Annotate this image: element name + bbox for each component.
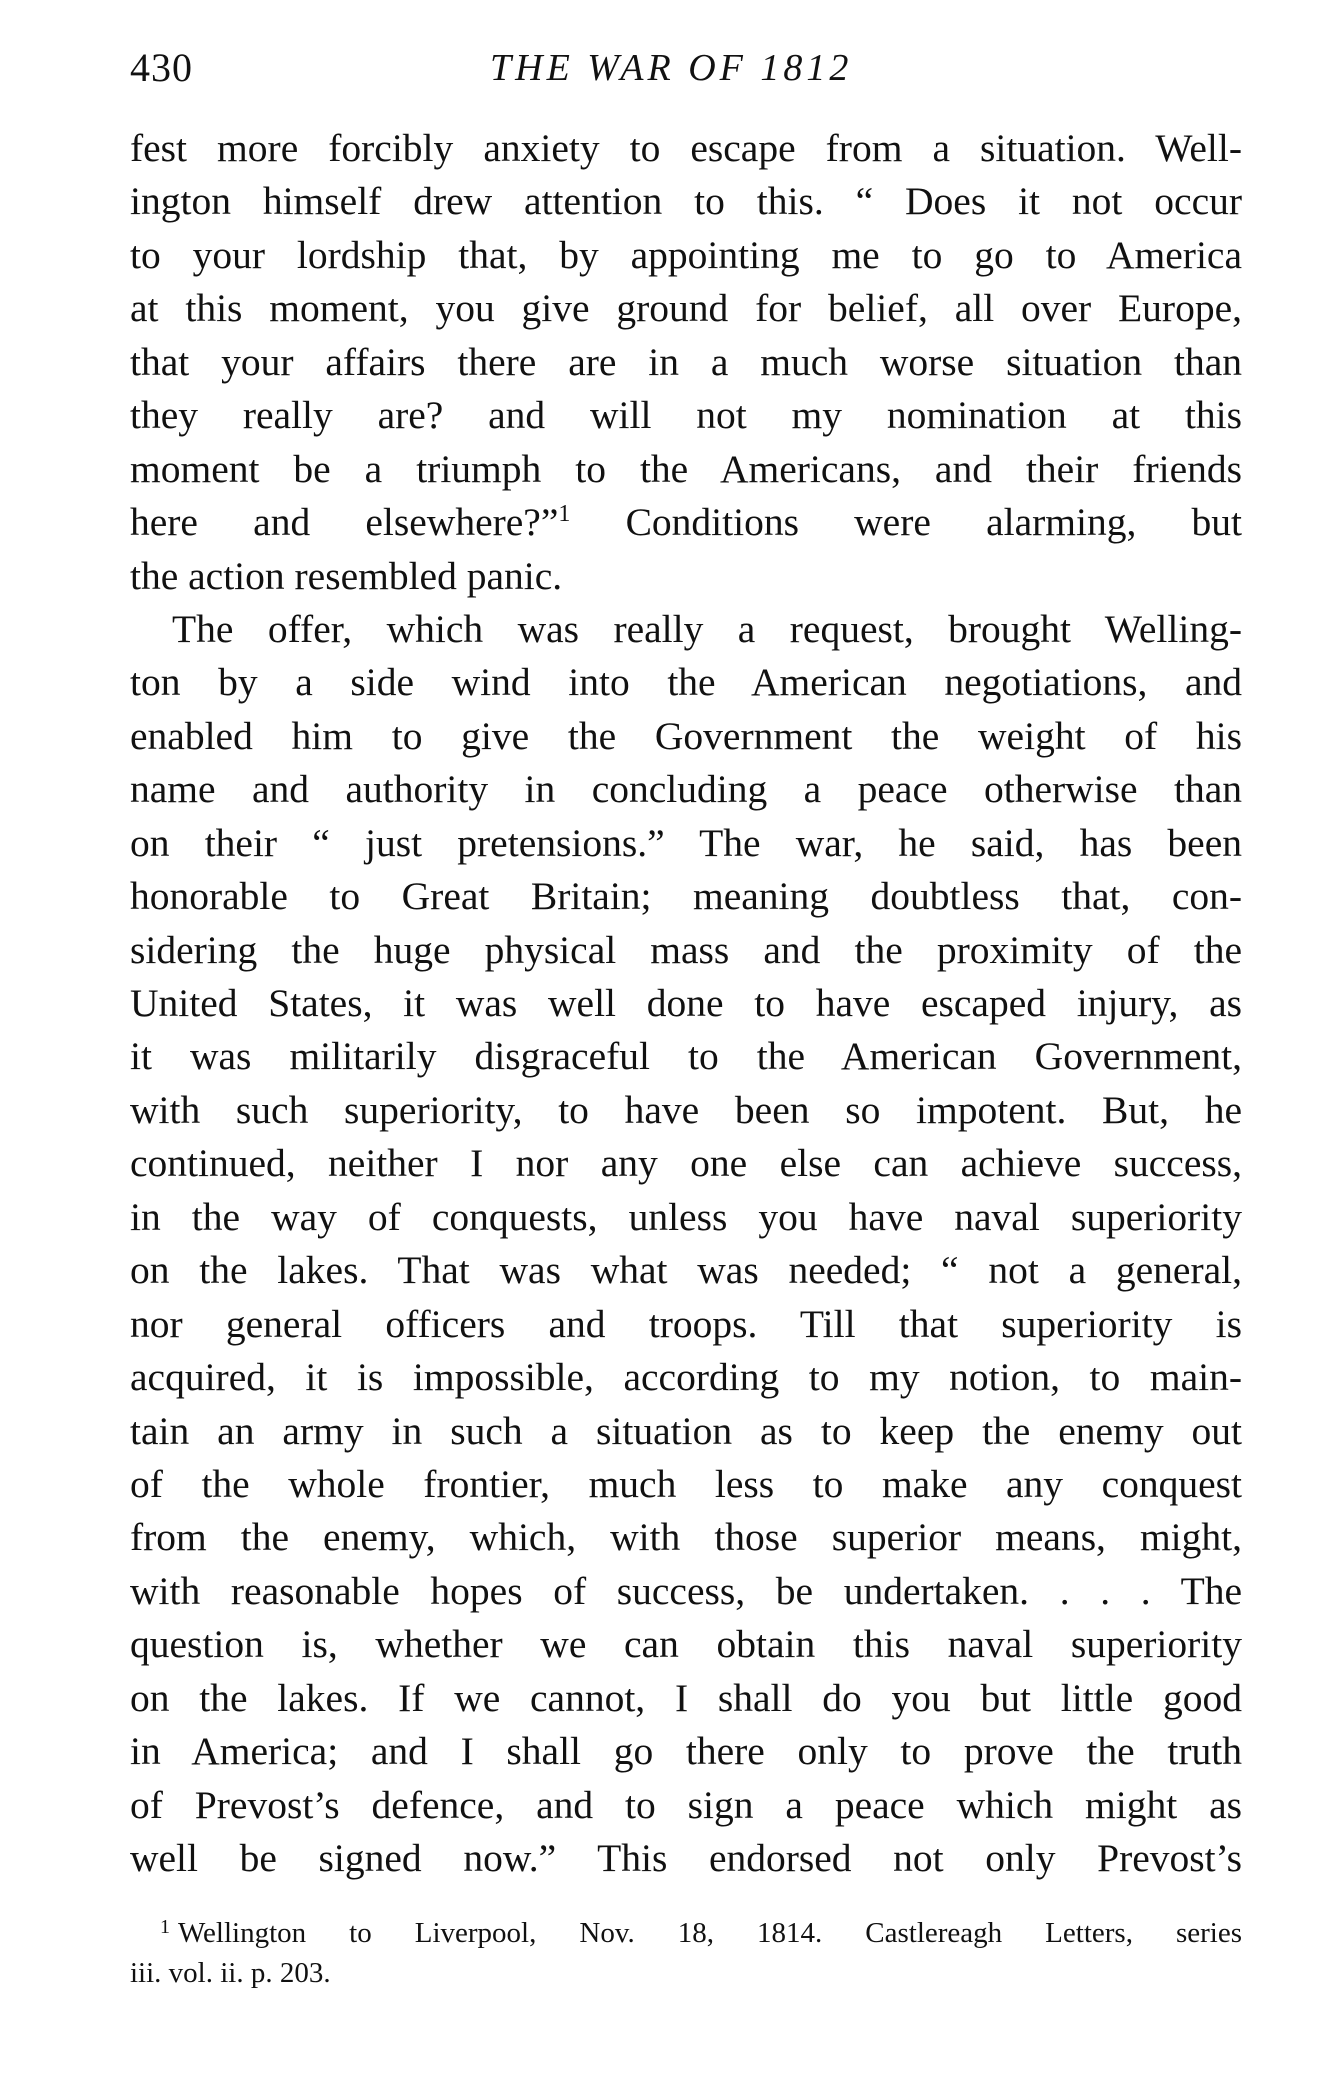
text-line: ington himself drew attention to this. “ Does it not occur [130, 179, 1242, 224]
text-line: the action resembled panic. [130, 553, 563, 598]
text-segment: here and elsewhere?” [130, 500, 559, 545]
text-line: The offer, which was really a request, brought Welling- [172, 606, 1242, 651]
paragraph-1 [130, 122, 1242, 603]
footnote-text: Wellington to Liverpool, Nov. 18, 1814. Castlereagh Letters, series [178, 1917, 1242, 1949]
text-line: tain an army in such a situation as to keep the enemy out [130, 1408, 1242, 1453]
text-line: in the way of conquests, unless you have naval superiority [130, 1194, 1242, 1239]
text-line: at this moment, you give ground for belief, all over Europe, [130, 286, 1242, 331]
page-header [130, 40, 1240, 110]
running-title: THE WAR OF 1812 [490, 47, 853, 89]
text-line: fest more forcibly anxiety to escape from a situation. Well- [130, 126, 1242, 170]
text-line: United States, it was well done to have escaped injury, as [130, 981, 1242, 1025]
text-line: continued, neither I nor any one else can achieve success, [130, 1141, 1242, 1186]
text-line: they really are? and will not my nomination at this [130, 393, 1242, 438]
text-line: acquired, it is impossible, according to my notion, to main- [130, 1355, 1242, 1400]
text-line: on the lakes. That was what was needed; “ not a general, [130, 1248, 1242, 1293]
text-line: to your lordship that, by appointing me to go to America [130, 232, 1242, 277]
text-line: with reasonable hopes of success, be undertaken. . . . The [130, 1568, 1242, 1613]
text-line: of the whole frontier, much less to make any conquest [130, 1461, 1242, 1506]
text-segment: Conditions were alarming, but [625, 500, 1243, 545]
footnotes [130, 1913, 1242, 1993]
text-line: that your affairs there are in a much worse situation than [130, 339, 1242, 384]
text-line: on the lakes. If we cannot, I shall do you but little good [130, 1675, 1242, 1720]
footnote-reference: 1 [558, 501, 571, 528]
text-line: nor general officers and troops. Till that superiority is [130, 1301, 1242, 1346]
text-line: on their “ just pretensions.” The war, he said, has been [130, 820, 1242, 865]
text-line: name and authority in concluding a peace otherwise than [130, 767, 1242, 812]
footnote-line [130, 1913, 1242, 1953]
text-line: moment be a triumph to the Americans, and their friends [130, 446, 1242, 491]
text-line: of Prevost’s defence, and to sign a peace which might as [130, 1782, 1242, 1827]
page-number: 430 [130, 45, 193, 90]
text-line: enabled him to give the Government the weight of his [130, 713, 1242, 758]
text-line: sidering the huge physical mass and the proximity of the [130, 927, 1242, 972]
text-line: well be signed now.” This endorsed not only Prevost’s [130, 1836, 1242, 1880]
footnote-marker: 1 [160, 1916, 170, 1938]
text-line: it was militarily disgraceful to the American Government, [130, 1034, 1242, 1079]
text-line: question is, whether we can obtain this naval superiority [130, 1622, 1242, 1667]
body-text [130, 122, 1242, 1885]
footnote-line: iii. vol. ii. p. 203. [130, 1957, 331, 1989]
text-line: in America; and I shall go there only to prove the truth [130, 1729, 1242, 1774]
text-line: with such superiority, to have been so impotent. But, he [130, 1087, 1242, 1132]
text-line: from the enemy, which, with those superior means, might, [130, 1515, 1242, 1560]
text-line: honorable to Great Britain; meaning doubtless that, con- [130, 874, 1242, 919]
paragraph-2 [130, 603, 1242, 1886]
text-line: ton by a side wind into the American negotiations, and [130, 660, 1242, 705]
text-line-with-footnote-ref [130, 496, 1242, 549]
